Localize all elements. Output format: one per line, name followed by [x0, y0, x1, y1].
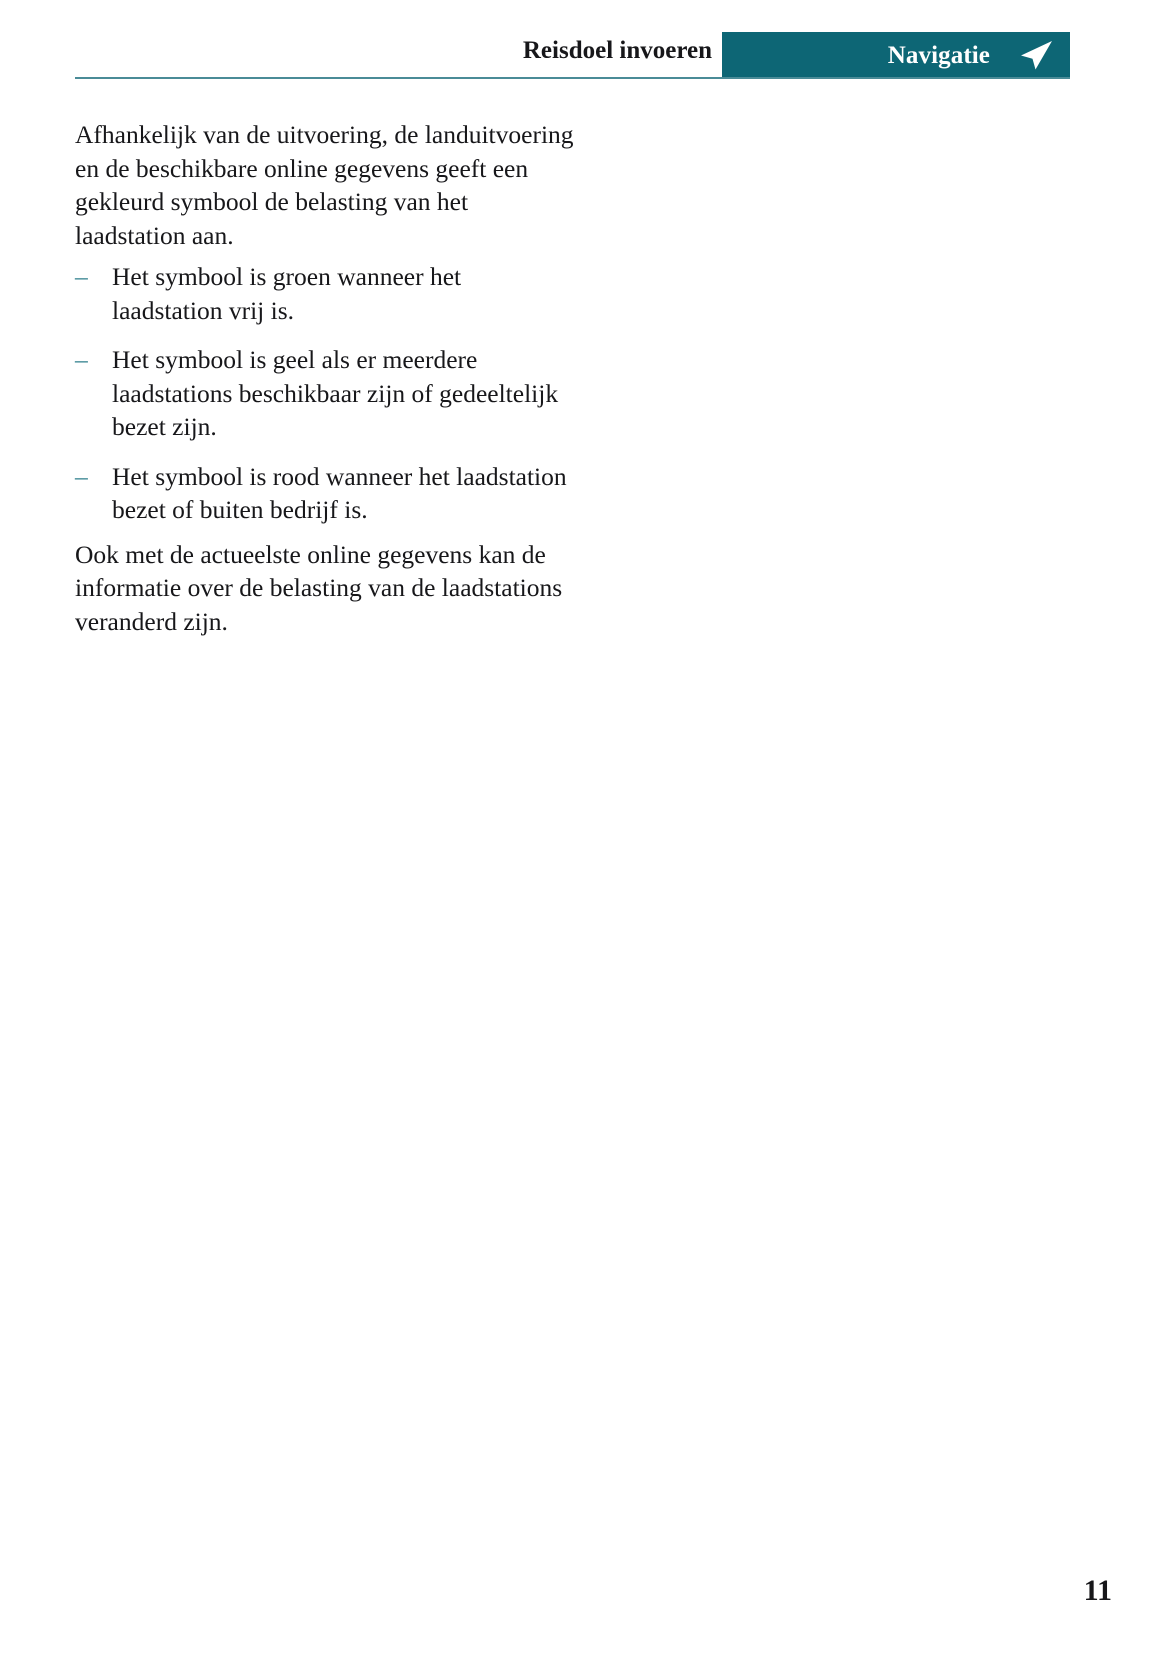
bullet-dash-icon: – [75, 345, 88, 374]
page-number: 11 [1083, 1574, 1112, 1607]
header-divider [75, 77, 1070, 79]
section-title: Navigatie [887, 41, 990, 69]
list-item [75, 343, 575, 444]
section-banner [722, 32, 1070, 78]
list-item-label: Het symbool is geel als er meerdere laadstations beschikbaar zijn of gedeeltelijk bezet zijn. [112, 345, 559, 441]
bullet-dash-icon: – [75, 461, 88, 491]
navigation-arrow-icon [1012, 38, 1056, 72]
intro-paragraph: Afhankelijk van de uitvoering, de landuitvoering en de beschikbare online gegevens geeft een gekleurd symbool de belasting van het laadstation aan. [75, 120, 574, 250]
symbol-color-list [75, 260, 575, 527]
chapter-title: Reisdoel invoeren [522, 37, 712, 64]
bullet-dash-icon: – [75, 262, 88, 291]
list-item [75, 260, 575, 327]
list-item [75, 460, 575, 527]
list-item-label: Het symbool is rood wanneer het laadstation bezet of buiten bedrijf is. [112, 461, 567, 524]
closing-paragraph: Ook met de actueelste online gegevens kan de informatie over de belasting van de laadstations veranderd zijn. [75, 539, 563, 636]
page-content [75, 118, 575, 638]
page-header [0, 0, 1165, 96]
list-item-label: Het symbool is groen wanneer het laadstation vrij is. [112, 262, 462, 325]
